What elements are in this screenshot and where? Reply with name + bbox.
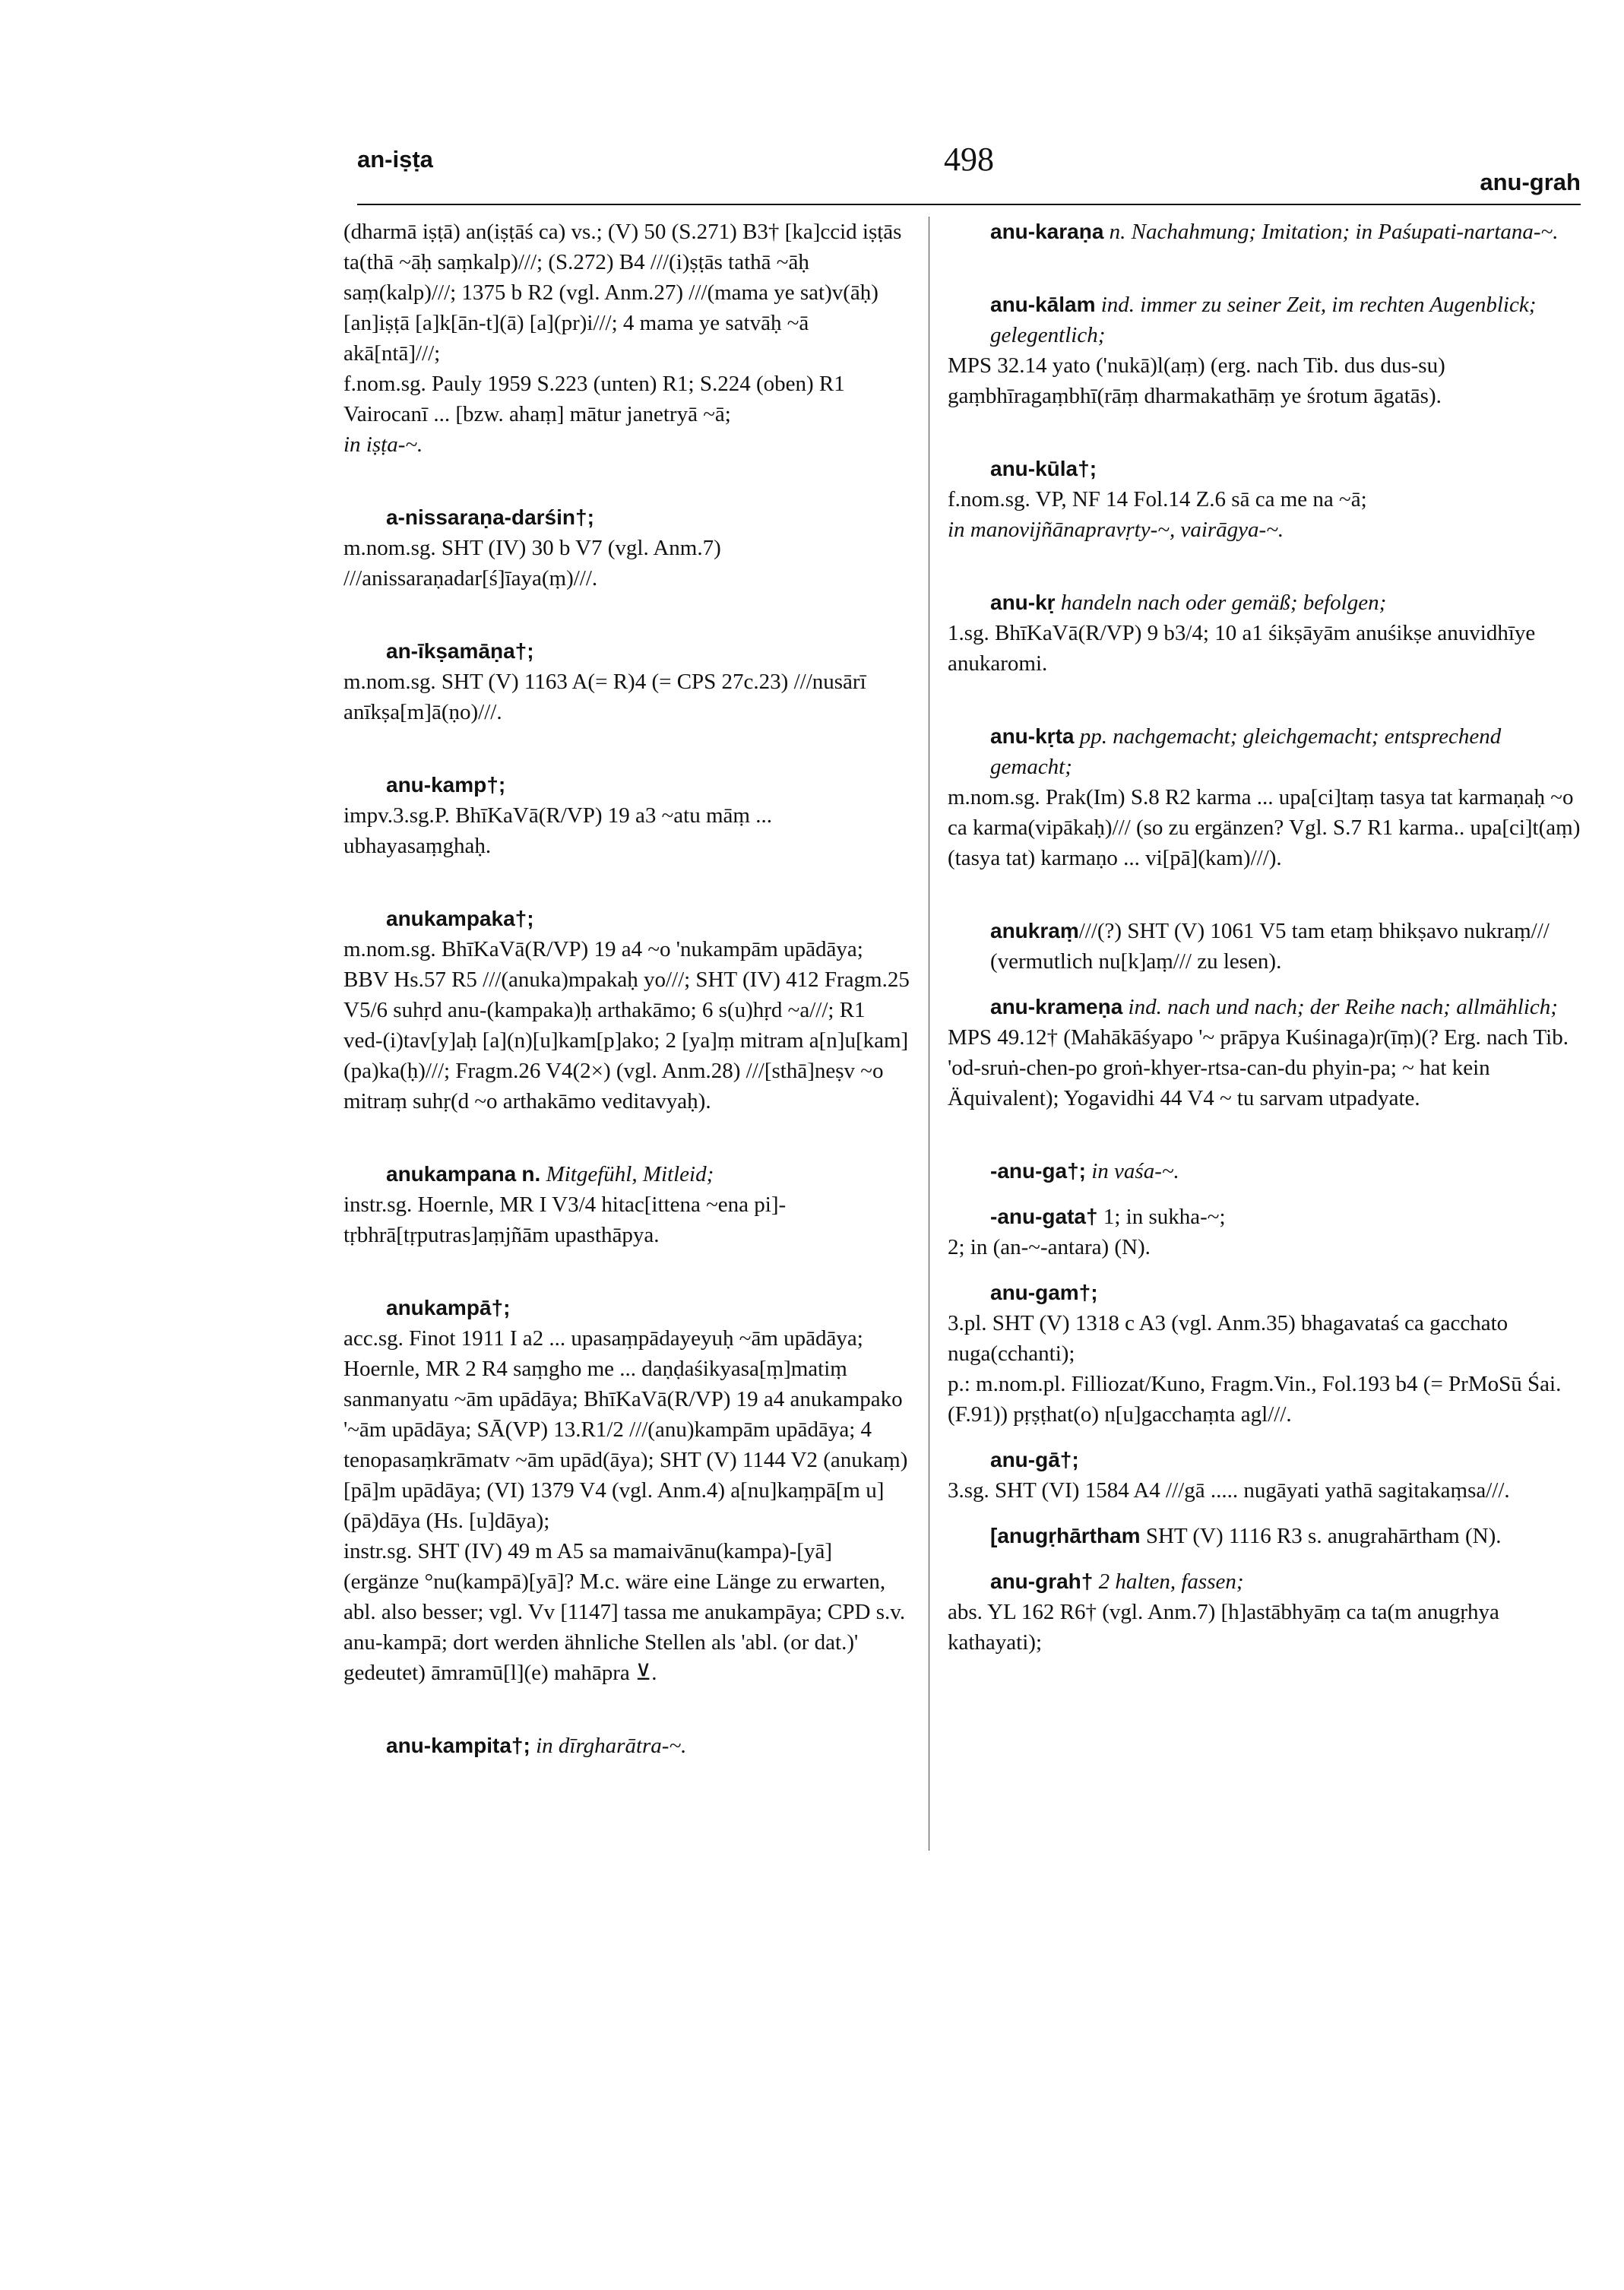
entry-text: m.nom.sg. SHT (IV) 30 b V7 (vgl. Anm.7) ///anissaraṇadar[ś]īaya(ṃ)///. — [343, 536, 721, 591]
dictionary-entry — [948, 1445, 1581, 1506]
running-head-right: anu-grah — [1480, 169, 1581, 195]
entry-text: (dharmā iṣṭā) an(iṣṭāś ca) vs.; (V) 50 (S.271) B3† [ka]ccid iṣṭās ta(thā ~āḥ saṃkalp)///; (S.272) B4 ///(i)ṣṭās tathā ~āḥ saṃ(kalp)///; 1375 b R2 (vgl. Anm.27) ///(mama ye sat)v(āḥ) [an]iṣṭā [a]k[ān-t](ā) [a](pr)i///; 4 mama ye satvāḥ ~ā akā[ntā]///; — [343, 220, 902, 366]
dictionary-entry — [948, 454, 1581, 545]
entry-text: 1; in sukha-~; — [1103, 1205, 1226, 1229]
entry-text: f.nom.sg. Pauly 1959 S.223 (unten) R1; S.224 (oben) R1 Vairocanī ... [bzw. ahaṃ] mātur janetryā ~ā; — [343, 372, 845, 426]
entry-text: instr.sg. Hoernle, MR I V3/4 hitac[ittena ~ena pi]-tṛbhrā[tṛputras]aṃjñām upasthāpya. — [343, 1193, 787, 1247]
dictionary-entry — [343, 1293, 910, 1688]
header-rule — [357, 204, 1581, 205]
headword: anu-kālam — [990, 293, 1096, 316]
headword: anu-kampita†; — [386, 1734, 530, 1757]
dictionary-entry — [948, 1278, 1581, 1430]
entry-text: 3.pl. SHT (V) 1318 c A3 (vgl. Anm.35) bhagavataś ca gacchato nuga(cchanti); — [948, 1311, 1508, 1366]
entry-text: ///(?) SHT (V) 1061 V5 tam etaṃ bhikṣavo nukraṃ/// (vermutlich nu[k]aṃ/// zu lesen). — [990, 919, 1550, 974]
left-column — [343, 217, 910, 1776]
headword: anu-karaṇa — [990, 220, 1104, 243]
dictionary-entry — [948, 1202, 1581, 1262]
entry-text: MPS 32.14 yato ('nukā)l(aṃ) (erg. nach Tib. dus dus-su) gaṃbhīragaṃbhī(rāṃ dharmakathāṃ ye śrotum āgatās). — [948, 353, 1445, 408]
entry-text: MPS 49.12† (Mahākāśyapo '~ prāpya Kuśinaga)r(īṃ)(? Erg. nach Tib. 'od-sruṅ-chen-po groṅ-khyer-rtsa-can-du phyin-pa; ~ hat kein Äquivalent); Yogavidhi 44 V4 ~ tu sarvam utpadyate. — [948, 1025, 1569, 1110]
page-header — [357, 141, 1581, 199]
headword: anu-kṛta — [990, 724, 1075, 748]
entry-text: in manovijñānapravṛty-~, vairāgya-~. — [948, 518, 1284, 542]
gloss: ind. nach und nach; der Reihe nach; allmählich; — [1128, 995, 1558, 1019]
entry-text: 2; in (an-~-antara) (N). — [948, 1235, 1151, 1259]
dictionary-entry — [948, 1156, 1581, 1186]
headword: [anugṛhārtham — [990, 1524, 1141, 1547]
entry-text: instr.sg. SHT (IV) 49 m A5 sa mamaivānu(kampa)-[yā] (ergänze °nu(kampā)[yā]? M.c. wäre eine Länge zu erwarten, abl. also besser; vgl. Vv [1147] tassa me anukampāya; CPD s.v. anu-kampā; dort werden ähnliche Stellen als 'abl. (or dat.)' gedeutet) āmramū[l](e) mahāpra ⊻. — [343, 1539, 906, 1685]
headword: anukampaka†; — [386, 907, 534, 930]
entry-text: in dīrgharātra-~. — [536, 1734, 687, 1758]
headword: anu-kūla†; — [990, 457, 1097, 480]
dictionary-entry — [343, 1731, 910, 1761]
headword: -anu-ga†; — [990, 1159, 1086, 1183]
dictionary-entry — [948, 721, 1581, 873]
entry-text: ind. immer zu seiner Zeit, im rechten Augenblick; gelegentlich; — [990, 293, 1537, 347]
entry-text: SHT (V) 1116 R3 s. anugrahārtham (N). — [1145, 1524, 1502, 1548]
dictionary-entry — [948, 290, 1581, 411]
entry-text: acc.sg. Finot 1911 I a2 ... upasaṃpādayeyuḥ ~ām upādāya; Hoernle, MR 2 R4 saṃgho me ... daṇḍaśikyasa[ṃ]matiṃ sanmanyatu ~ām upādāya; BhīKaVā(R/VP) 19 a4 anukampako '~ām upādāya; SĀ(VP) 13.R1/2 ///(anu)kampām upādāya; 4 tenopasaṃkrāmatv ~ām upād(āya); SHT (V) 1144 V2 (anukaṃ)[pā]m upādāya; (VI) 1379 V4 (vgl. Anm.4) a[nu]kaṃpā[m u](pā)dāya (Hs. [u]dāya); — [343, 1326, 908, 1533]
entry-text: f.nom.sg. VP, NF 14 Fol.14 Z.6 sā ca me na ~ā; — [948, 487, 1367, 512]
headword-gender: n. — [521, 1162, 541, 1186]
dictionary-entry — [343, 770, 910, 861]
headword: anu-grah† — [990, 1569, 1094, 1593]
entry-text: 1.sg. BhīKaVā(R/VP) 9 b3/4; 10 a1 śikṣāyām anuśikṣe anuvidhīye anukaromi. — [948, 621, 1536, 676]
entry-text: in vaśa-~. — [1091, 1159, 1179, 1183]
entry-text: m.nom.sg. SHT (V) 1163 A(= R)4 (= CPS 27c.23) ///nusārī anīkṣa[m]ā(ṇo)///. — [343, 670, 866, 724]
headword: anu-gam†; — [990, 1281, 1098, 1304]
headword: anu-krameṇa — [990, 995, 1123, 1018]
entry-text: m.nom.sg. BhīKaVā(R/VP) 19 a4 ~o 'nukampām upādāya; BBV Hs.57 R5 ///(anuka)mpakaḥ yo///; SHT (IV) 412 Fragm.25 V5/6 suhṛd anu-(kampaka)ḥ arthakāmo; 6 s(u)hṛd ~a///; R1 ved-(i)tav[y]aḥ [a](n)[u]kam[p]ako; 2 [ya]ṃ mitram a[n]u[kam](pa)ka(ḥ)///; Fragm.26 V4(2×) (vgl. Anm.28) ///[sthā]neṣv ~o mitraṃ suhṛ(d ~o arthakāmo veditavyaḥ). — [343, 937, 910, 1113]
dictionary-entry — [343, 904, 910, 1116]
dictionary-entry — [948, 916, 1581, 977]
headword: anukampā†; — [386, 1296, 511, 1319]
right-column — [948, 217, 1581, 1673]
entry-text: in iṣṭa-~. — [343, 432, 423, 457]
dictionary-entry — [948, 588, 1581, 679]
headword: anu-kṛ — [990, 591, 1056, 614]
headword: anukampana — [386, 1162, 517, 1186]
entry-text: p.: m.nom.pl. Filliozat/Kuno, Fragm.Vin., Fol.193 b4 (= PrMoSū Śai.(F.91)) pṛṣṭhat(o) n[u]gacchaṃta agl///. — [948, 1372, 1562, 1427]
headword: -anu-gata† — [990, 1205, 1098, 1228]
dictionary-entry — [343, 1159, 910, 1250]
dictionary-entry — [948, 217, 1581, 247]
dictionary-entry — [343, 502, 910, 594]
headword: anukraṃ — [990, 919, 1079, 942]
entry-text: impv.3.sg.P. BhīKaVā(R/VP) 19 a3 ~atu māṃ ... ubhayasaṃghaḥ. — [343, 803, 772, 858]
gloss: handeln nach oder gemäß; befolgen; — [1060, 591, 1387, 615]
gloss: 2 halten, fassen; — [1098, 1569, 1244, 1594]
entry-continuation — [343, 217, 910, 460]
entry-text: m.nom.sg. Prak(Im) S.8 R2 karma ... upa[ci]taṃ tasya tat karmaṇaḥ ~o ca karma(vipākaḥ)/// (so zu ergänzen? Vgl. S.7 R1 karma.. upa[ci]t(aṃ) (tasya tat) karmaṇo ... vi[pā](kam)///). — [948, 785, 1581, 870]
headword: anu-gā†; — [990, 1448, 1079, 1471]
headword: a-nissaraṇa-darśin†; — [386, 505, 594, 529]
headword: an-īkṣamāṇa†; — [386, 639, 534, 663]
entry-text: 3.sg. SHT (VI) 1584 A4 ///gā ..... nugāyati yathā sagitakaṃsa///. — [948, 1478, 1510, 1503]
entry-text: n. Nachahmung; Imitation; in Paśupati-nartana-~. — [1109, 220, 1559, 244]
dictionary-entry — [948, 1566, 1581, 1658]
running-head-left: an-iṣṭa — [357, 146, 433, 173]
headword: anu-kamp†; — [386, 773, 506, 797]
dictionary-entry — [948, 1521, 1581, 1551]
gloss: pp. nachgemacht; gleichgemacht; entsprechend gemacht; — [990, 724, 1502, 779]
dictionary-entry — [948, 992, 1581, 1113]
page-number: 498 — [944, 141, 994, 178]
dictionary-entry — [343, 636, 910, 727]
gloss: Mitgefühl, Mitleid; — [546, 1162, 714, 1186]
entry-text: abs. YL 162 R6† (vgl. Anm.7) [h]astābhyāṃ ca ta(m anugṛhya kathayati); — [948, 1600, 1499, 1655]
